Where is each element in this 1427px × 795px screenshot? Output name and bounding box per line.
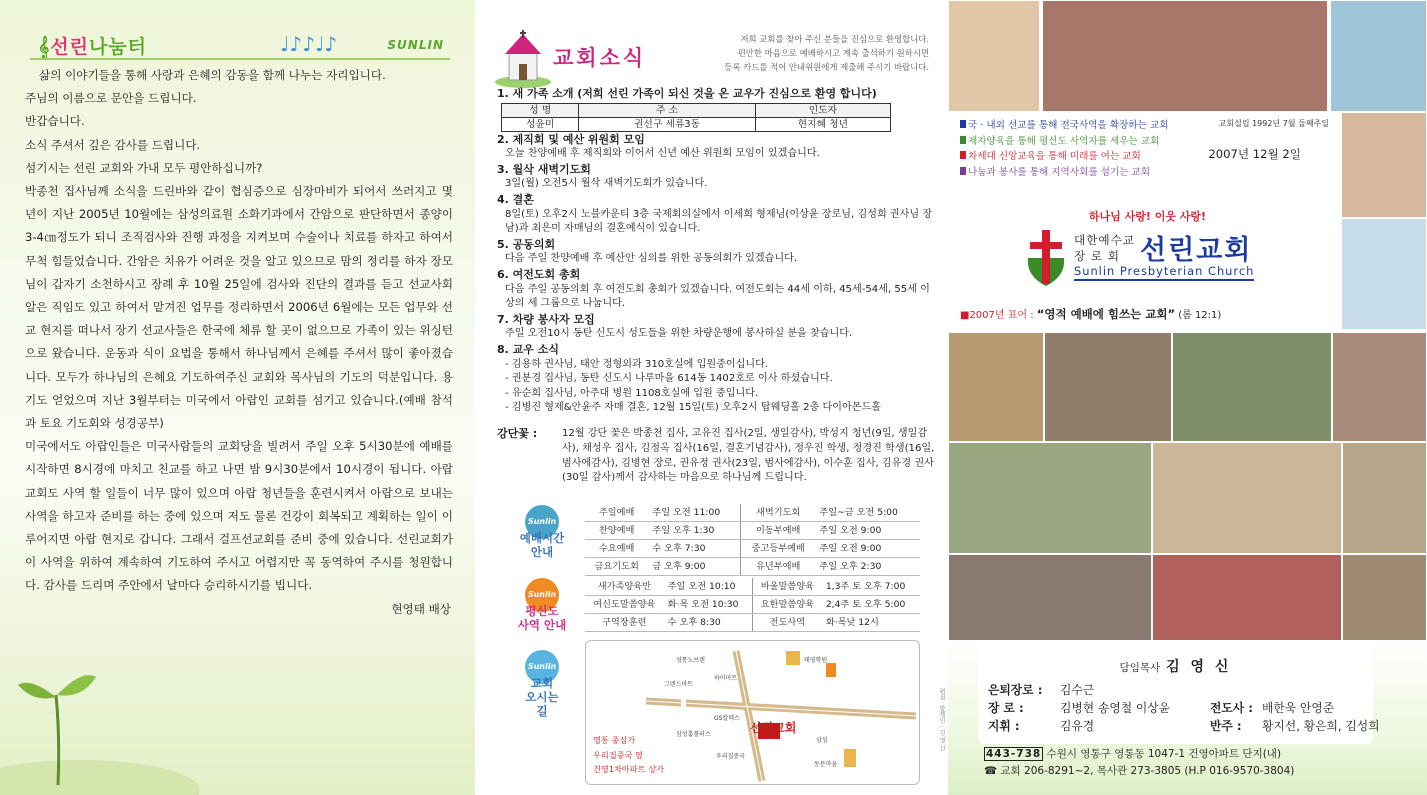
staff-list	[988, 682, 1380, 735]
section-heading: 3. 월삭 새벽기도회	[497, 162, 591, 176]
section-heading: 8. 교우 소식	[497, 342, 559, 356]
directions-badge	[503, 650, 581, 718]
photo-congregation	[948, 554, 1152, 642]
bulletin-date: 2007년 12월 2일	[1208, 147, 1301, 161]
mission-item: 국 · 내외 선교를 통해 전국사역을 확장하는 교회	[960, 118, 1170, 134]
mission-item: 차세대 신앙교육을 통해 미래를 여는 교회	[960, 149, 1170, 165]
worship-schedule	[585, 504, 920, 576]
header-divider	[30, 58, 450, 60]
news-item: - 김병진 형제&안윤주 자매 결혼, 12월 15일(토) 오후2시 탑웨딩홀 2층 다이아몬드홀	[505, 402, 881, 414]
left-panel	[0, 0, 475, 795]
table-row: 찬양예배 주일 오후 1:30 이동부예배 주일 오전 9:00	[585, 522, 920, 540]
news-header	[495, 30, 935, 92]
table-row: 구역장훈련 수 오후 8:30 전도사역 화·목낮 12시	[585, 614, 920, 632]
altar-flowers-text: 12월 강단 꽃은 박종천 집사, 고유진 집사(2일, 생일감사), 박성지 청년(9일, 생일감사), 채성우 집사, 김정옥 집사(16일, 결혼기념감사), 정우진 학생, 정경진 학생(16일, 범사에감사), 김병현 장로, 권유정 권사(23일, 범사에감사), 이수훈 집사, 김유경 권사(30일 감사)께서 감사하는 마음으로 하나님께 드립니다.	[562, 428, 935, 484]
map-label: 동문마을	[814, 761, 838, 768]
right-panel	[948, 0, 1427, 795]
signature: 현영태 배상	[391, 601, 451, 616]
table-row: 수요예배 수 오후 7:30 중고등부예배 주일 오전 9:00	[585, 540, 920, 558]
staff-row: 장 로 : 김병현 송영철 이상윤 전도사 : 배한욱 안영준	[988, 700, 1335, 715]
ministry-badge-label: 평신도 사역 안내	[517, 604, 567, 632]
map-directions-note: 영통 중심가 우리집중국 옆 건영1차아파트 상가	[593, 735, 665, 774]
sprout-illustration	[0, 585, 210, 795]
table-cell: 현지혜 청년	[755, 117, 890, 131]
news-body	[497, 86, 937, 416]
brand-label: SUNLIN	[387, 38, 444, 52]
middle-panel	[475, 0, 948, 795]
welcome-text: 저희 교회를 찾아 주신 분들을 진심으로 환영합니다. 편안한 마음으로 예배하시고 계속 출석하기 원하시면 등록 카드를 적어 안내위원에게 제출해 주시기 바랍니다.	[724, 34, 929, 72]
new-family-table	[501, 103, 891, 132]
music-notes-icon: ♩♪♪♩♪	[280, 32, 338, 56]
letter-paragraph: 섬기시는 선린 교회와 가내 모두 평안하십니까?	[25, 160, 263, 175]
photo-group	[1332, 332, 1427, 442]
mission-item: 제자양육을 통해 평신도 사역자를 세우는 교회	[960, 134, 1170, 150]
cross-logo-icon	[1022, 228, 1070, 290]
table-row: 금요기도회 금 오후 9:00 유년부예배 주일 오후 2:30	[585, 558, 920, 576]
map-label: 우리집중국	[716, 753, 745, 760]
section-heading: 7. 차량 봉사자 모집	[497, 312, 595, 326]
editor-credit: 편집 · 발행인 : 김 영 신	[938, 688, 945, 752]
section-text: 8일(토) 오후2시 노블카운티 3층 국제회의실에서 이세희 형제님(이상윤 장로님, 김성희 권사님 장남)과 최은미 자매님의 결혼예식이 있습니다.	[505, 208, 933, 235]
table-row: 여신도말씀양육 화·목 오전 10:30 요한말씀양육 2,4주 토 오후 5:00	[585, 596, 920, 614]
photo-group-indoor	[1152, 442, 1342, 554]
photo-group	[948, 332, 1044, 442]
letter-paragraph: 소식 주셔서 깊은 감사를 드립니다.	[25, 137, 201, 152]
table-header: 주 소	[579, 103, 755, 117]
phone-numbers: ☎ 교회 206-8291~2, 목사관 273-3805 (H.P 016-9570-3804)	[984, 765, 1295, 777]
worship-badge	[503, 505, 581, 559]
news-title: 교회소식	[553, 46, 647, 70]
map-label: 삼성	[816, 737, 828, 744]
letter-body	[25, 64, 453, 621]
section-text: 주일 오전10시 동탄 신도시 성도들을 위한 차량운행에 봉사하실 분을 찾습니다.	[505, 328, 853, 340]
sunlin-circle-icon: Sunlin	[525, 650, 559, 684]
year-motto: ■2007년 표어 : “영적 예배에 힘쓰는 교회” (롬 12:1)	[960, 307, 1222, 321]
photo-group-stage	[1042, 0, 1328, 112]
photo-group	[1044, 332, 1172, 442]
church-name: 선린교회	[1140, 235, 1253, 266]
section-text: 다음 주일 공동의회 후 여전도회 총회가 있겠습니다. 여전도회는 44세 이하, 45세-54세, 55세 이상의 세 그룹으로 나눕니다.	[505, 283, 930, 310]
photo-choir	[1152, 554, 1342, 642]
map-church-label: 선린교회	[750, 721, 797, 735]
staff-row: 지휘 : 김유경 반주 : 황지선, 황은희, 김성희	[988, 718, 1380, 733]
altar-flowers	[497, 427, 937, 486]
church-logo	[1022, 228, 1292, 290]
letter-paragraph: 미국에서도 아랍인들은 미국사람들의 교회당을 빌려서 주일 오후 5시30분에 예배를 시작하면 8시경에 마치고 친교를 하고 나면 밤 9시30분에서 10시경이 됩니다. 아랍교회도 사역 할 일들이 너무 많이 있으며 아랍 청년들을 훈련시켜서 아랍으로 보내는 사역을 하고자 준비를 하는 중에 있으며 저도 물론 건강이 회복되고 계획하는 일이 이루어지면 아랍 현지로 갑니다. 그래서 걸프선교회를 준비 중에 있습니다. 선린교회가 이 사역을 위하여 계속하여 기도하여 주시고 어렵지만 꼭 동역하여 주시를 청원합니다. 감사를 드리며 주안에서 날마다 승리하시기를 빕니다.	[25, 439, 453, 593]
bullet-icon	[960, 136, 966, 144]
photo-child	[1341, 112, 1427, 218]
mission-list	[960, 118, 1170, 180]
ministry-badge	[503, 578, 581, 632]
staff-box	[978, 646, 1380, 744]
church-info-card	[954, 112, 1341, 332]
section-heading: 4. 결혼	[497, 192, 534, 206]
section-heading: 2. 제직회 및 예산 위원회 모임	[497, 132, 645, 146]
map-label: 하이마트	[714, 675, 738, 682]
pastor-section	[948, 640, 1427, 795]
section-text: 다음 주일 찬양예배 후 예산안 심의를 위한 공동의회가 있겠습니다.	[505, 253, 798, 265]
news-item: - 권분경 집사님, 동탄 신도시 나루마을 614동 1402호로 이사 하셨습니다.	[505, 373, 833, 385]
sunlin-circle-icon: Sunlin	[525, 505, 559, 539]
photo-child	[1330, 0, 1427, 112]
map-label: 그랜드마트	[664, 681, 693, 688]
senior-pastor: 담임목사 김 영 신	[1119, 659, 1232, 675]
photo-meal	[1342, 554, 1427, 642]
map-label: 영통노브랜	[676, 657, 705, 664]
mission-item: 나눔과 봉사를 통해 지역사회를 섬기는 교회	[960, 165, 1170, 181]
table-header: 성 명	[502, 103, 579, 117]
table-row: 새가족양육반 주일 오전 10:10 바울말씀양육 1,3주 토 오후 7:00	[585, 578, 920, 596]
letter-paragraph: 주님의 이름으로 문안을 드립니다.	[25, 91, 197, 106]
section-text: 오늘 찬양예배 후 제직회와 이어서 신년 예산 위원회 모임이 있겠습니다.	[505, 148, 820, 160]
photo-group-outdoor	[948, 442, 1152, 554]
worship-badge-label: 예배시간 안내	[519, 531, 565, 559]
ministry-schedule	[585, 578, 920, 632]
photo-group	[1172, 332, 1332, 442]
section-heading: 5. 공동의회	[497, 237, 556, 251]
staff-row: 은퇴장로 : 김수근	[988, 683, 1095, 697]
letter-paragraph: 박종천 집사님께 소식을 드린바와 같이 협심증으로 심장마비가 되어서 쓰러지고 몇 년이 지난 2005년 10월에는 삼성의료원 소화기과에서 간암으로 판단하면서 종양이 3-4㎝정도가 되니 조직검사와 진행 과정을 지켜보며 수술이나 치료를 하자고 하여서 무척 힘들었습니다. 간암은 치유가 어려운 것을 알고 있으므로 맘의 정리를 하자 장모님이 갑자기 소천하시고 장례 후 10월 25일에 검사와 진단의 결과를 듣고 선교사회 알은 직임도 있고 하여서 맡겨진 업무를 정리하면서 2006년 6월에는 모든 업무와 선교 현지를 떠나서 장기 선교사들은 한국에 체류 할 곳이 없으므로 가족이 있는 위싱턴으로 왔습니다. 운동과 식이 요법을 통해서 하나님께서 은혜를 주셔서 많이 좋아졌습니다. 모두가 하나님의 은혜요 기도하여주신 교회와 목사님의 기도의 덕분입니다. 용기도 얻었으며 지난 3월부터는 미국에서 아랍인 교회를 섬기고 있습니다.(예배 참석과 토요 기도회와 성경공부)	[25, 184, 453, 431]
denomination: 대한예수교 장 로 회	[1074, 233, 1135, 263]
section-heading: 1. 새 가족 소개 (저희 선린 가족이 되신 것을 온 교우가 진심으로 환영 합니다)	[497, 87, 877, 100]
bullet-icon	[960, 167, 966, 175]
sunlin-circle-icon: Sunlin	[525, 578, 559, 612]
established-date: 교회설립 1992년 7월 둘째주일	[1218, 119, 1329, 128]
sharing-header	[30, 30, 450, 58]
photo-child	[948, 0, 1040, 112]
letter-paragraph: 반갑습니다.	[25, 114, 85, 129]
table-cell: 권선구 세류3동	[579, 117, 755, 131]
zip-code: 443-738	[986, 748, 1042, 760]
table-header: 인도자	[755, 103, 890, 117]
photo-meeting	[1342, 442, 1427, 554]
map-label: GS칼텍스	[714, 715, 740, 722]
map-label: 삼성홈플러스	[676, 731, 711, 738]
section-heading: 6. 여전도회 총회	[497, 267, 581, 281]
sharing-title: 𝄞선린나눔터	[38, 36, 148, 58]
news-item: - 김용하 권사님, 태안 정형외과 310호실에 입원중이십니다.	[505, 358, 769, 370]
church-icon	[495, 30, 551, 88]
church-name-english: Sunlin Presbyterian Church	[1074, 264, 1254, 281]
photo-child	[1341, 218, 1427, 330]
section-text: 3일(월) 오전5시 월삭 새벽기도회가 있습니다.	[505, 178, 708, 190]
table-cell: 성윤미	[502, 117, 579, 131]
news-item: - 유순희 집사님, 아주대 병원 1108호실에 입원 중입니다.	[505, 387, 759, 399]
bullet-icon	[960, 151, 966, 159]
directions-badge-label: 교회 오시는 길	[525, 676, 559, 718]
address-text: 수원시 영통구 영통동 1047-1 건영아파트 단지(내)	[1046, 748, 1282, 760]
letter-paragraph: 삶의 이야기들을 통해 사랑과 은혜의 감동을 함께 나누는 자리입니다.	[39, 68, 386, 82]
altar-flowers-label: 강단꽃 :	[497, 427, 538, 440]
church-slogan: 하나님 사랑! 이웃 사랑!	[1088, 210, 1207, 223]
bullet-icon	[960, 120, 966, 128]
map-label: 태영학원	[804, 657, 828, 664]
location-map	[585, 640, 920, 785]
church-address	[984, 746, 1294, 780]
table-row: 주일예배 주일 오전 11:00 새벽기도회 주일~금 오전 5:00	[585, 504, 920, 522]
